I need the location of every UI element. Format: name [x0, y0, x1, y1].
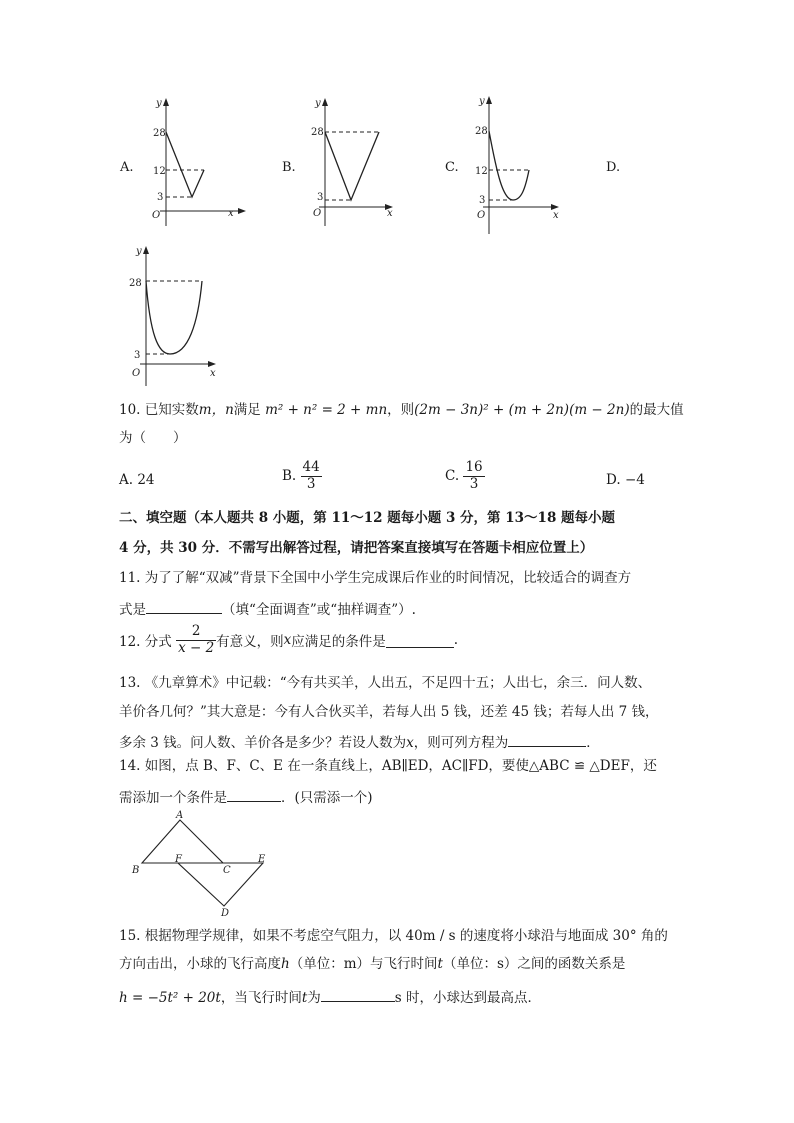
graph-a-12: 12	[153, 166, 166, 177]
option-c-label: C.	[445, 160, 459, 175]
graph-d	[126, 244, 236, 384]
option-d-label: D.	[606, 160, 621, 175]
q13-answer-blank[interactable]	[508, 732, 586, 747]
q14-point-c: C	[223, 865, 231, 876]
graph-a-origin: O	[152, 210, 161, 221]
q14-point-f: F	[175, 854, 182, 865]
q10-option-d: D. −4	[606, 472, 645, 488]
q12-line: 12. 分式 $\frac{2}{x - 2}$ 有意义，则x应满足的条件是 .	[119, 623, 459, 656]
graph-d-y-label: y	[136, 246, 142, 257]
q15-answer-blank[interactable]	[321, 987, 395, 1002]
q13-line2: 羊价各几何？”其大意是：今有人合伙买羊，若每人出 5 钱，还差 45 钱；若每人出 7 钱，	[119, 704, 659, 720]
q10-option-b: B. $\frac{44}{3}$	[282, 459, 320, 492]
graph-a-x-label: x	[228, 208, 234, 219]
option-a-label: A.	[120, 160, 134, 175]
q10-option-a: A. 24	[119, 472, 155, 488]
q10-vars: m，n	[198, 402, 234, 418]
graph-c-28: 28	[475, 126, 488, 137]
q10-option-c: C. $\frac{16}{3}$	[445, 459, 483, 492]
q15-line2: 方向击出，小球的飞行高度h（单位：m）与飞行时间t（单位：s）之间的函数关系是	[119, 956, 626, 972]
q11-line2: 式是 （填“全面调查”或“抽样调查”）.	[119, 599, 416, 618]
q14-line2: 需添加一个条件是 ．(只需添一个)	[119, 787, 373, 806]
graph-c	[465, 94, 575, 234]
q12-answer-blank[interactable]	[386, 633, 454, 648]
q10-line1	[119, 404, 684, 418]
graph-a-28: 28	[153, 128, 166, 139]
q10-mid: 满足	[233, 402, 261, 418]
graph-c-x-label: x	[553, 210, 559, 221]
q13-line3: 多余 3 钱。问人数、羊价各是多少？若设人数为x，则可列方程为 ．	[119, 732, 600, 751]
graph-b-y-label: y	[315, 98, 321, 109]
graph-b-28: 28	[311, 127, 324, 138]
q14-line1: 14. 如图，点 B、F、C、E 在一条直线上，AB∥ED，AC∥FD，要使△ABC ≌ △DEF，还	[119, 758, 657, 774]
q15-line3: h = −5t² + 20t，当飞行时间t为 s 时，小球达到最高点．	[119, 987, 541, 1006]
q15-formula: h = −5t² + 20t	[119, 990, 221, 1006]
graph-b-origin: O	[313, 208, 322, 219]
graph-b-x-label: x	[387, 208, 393, 219]
graph-d-x-label: x	[210, 368, 216, 379]
q14-point-a: A	[176, 810, 184, 821]
option-b-label: B.	[282, 160, 296, 175]
graph-c-y-label: y	[479, 96, 485, 107]
graph-d-origin: O	[132, 368, 141, 379]
q13-line1: 13. 《九章算术》中记载：“今有共买羊，人出五，不足四十五；人出七，余三．问人数、	[119, 675, 652, 691]
q15-line1: 15. 根据物理学规律，如果不考虑空气阻力，以 40m / s 的速度将小球沿与地面成 30° 角的	[119, 928, 668, 944]
q10-line2: 为（ ）	[119, 430, 187, 446]
q11-answer-blank[interactable]	[146, 599, 222, 614]
q11-line1: 11. 为了了解“双减”背景下全国中小学生完成课后作业的时间情况，比较适合的调查方	[119, 570, 632, 586]
q10-expression: (2m − 3n)² + (m + 2n)(m − 2n)	[414, 402, 630, 418]
q14-point-d: D	[221, 908, 230, 919]
q14-point-e: E	[258, 854, 266, 865]
graph-c-3: 3	[479, 195, 486, 206]
graph-c-12: 12	[475, 166, 488, 177]
q10-then: ，则	[387, 402, 415, 418]
graph-a-3: 3	[157, 192, 164, 203]
graph-b-3: 3	[317, 192, 324, 203]
q14-point-b: B	[132, 865, 140, 876]
graph-b	[303, 96, 413, 226]
q10-condition: m² + n² = 2 + mn	[265, 402, 388, 418]
graph-d-3: 3	[134, 350, 141, 361]
section2-heading-line1: 二、填空题（本人题共 8 小题，第 11～12 题每小题 3 分，第 13～18 题每小题	[119, 510, 616, 526]
graph-c-origin: O	[477, 210, 486, 221]
q14-figure	[130, 810, 270, 920]
section2-heading-line2: 4 分，共 30 分．不需写出解答过程，请把答案直接填写在答题卡相应位置上）	[119, 540, 594, 556]
graph-a-y-label: y	[156, 98, 162, 109]
q10-post: 的最大值	[629, 402, 684, 418]
q10-prefix: 10. 已知实数	[119, 402, 199, 418]
graph-d-28: 28	[129, 278, 142, 289]
graph-a	[140, 96, 250, 226]
q14-answer-blank[interactable]	[227, 787, 281, 802]
